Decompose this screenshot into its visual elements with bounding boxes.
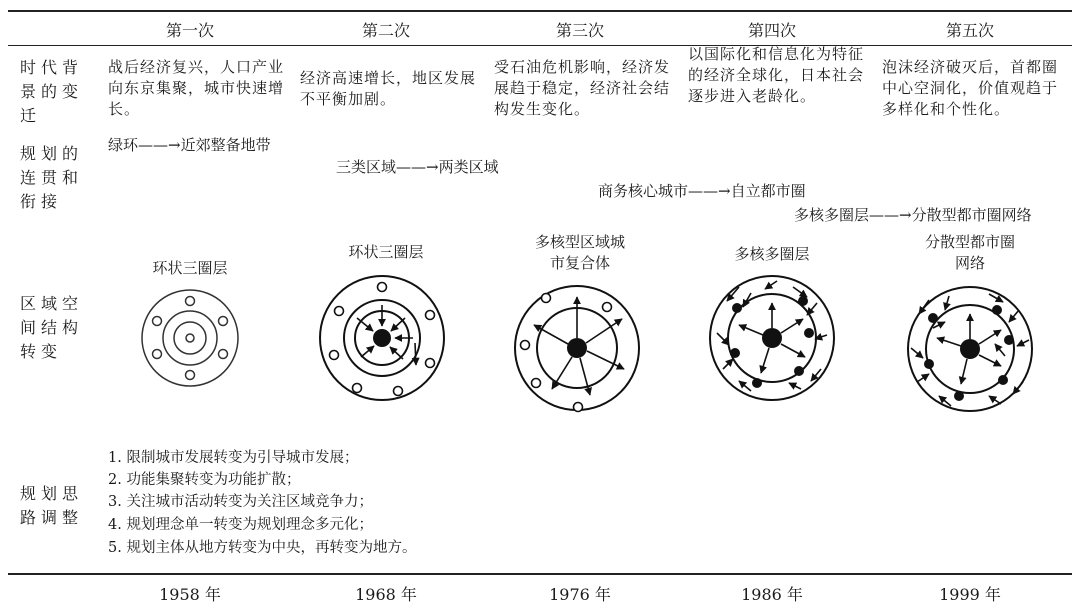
background-1: 战后经济复兴，人口产业向东京集聚，城市快速增长。	[108, 58, 285, 118]
continuity-2-from: 三类区域	[336, 158, 397, 176]
header-3: 第三次	[555, 21, 604, 40]
year-5: 1999 年	[939, 585, 1001, 604]
row-label-spatial: 区域空间结构转变	[20, 294, 84, 361]
continuity-1-to: 近郊整备地带	[180, 136, 271, 154]
background-4: 以国际化和信息化为特征的经济全球化，日本社会逐步进入老龄化。	[688, 45, 865, 105]
diagram-multi-nucleus-1976	[512, 283, 642, 413]
continuity-3-from: 商务核心城市	[598, 182, 689, 200]
diagram-dispersed-network-1999	[905, 284, 1035, 414]
header-1: 第一次	[165, 21, 214, 40]
continuity-2	[336, 156, 499, 177]
header-2: 第二次	[361, 21, 410, 40]
diagram-multi-ring-1986	[707, 273, 837, 403]
long-arrow-icon: ——→	[688, 182, 731, 200]
continuity-2-to: 两类区域	[438, 158, 499, 176]
year-1: 1958 年	[159, 585, 221, 604]
row-label-continuity: 规划的连贯和衔接	[20, 144, 84, 211]
continuity-1	[108, 134, 271, 155]
row-label-background: 时代背景的变迁	[20, 58, 84, 125]
background-2: 经济高速增长，地区发展不平衡加剧。	[300, 69, 477, 108]
long-arrow-icon: ——→	[869, 206, 912, 224]
long-arrow-icon: ——→	[138, 136, 181, 154]
spatial-title-1: 环状三圈层	[152, 259, 228, 277]
continuity-3-to: 自立都市圈	[730, 182, 806, 200]
year-2: 1968 年	[355, 585, 417, 604]
thinking-item-4: 4. 规划理念单一转变为规划理念多元化；	[108, 517, 373, 533]
continuity-4-to: 分散型都市圈网络	[911, 206, 1032, 224]
thinking-item-2: 2. 功能集聚转变为功能扩散；	[108, 472, 301, 488]
diagram-ring-structure-1958	[140, 288, 240, 388]
bottom-rule	[8, 573, 1072, 575]
long-arrow-icon: ——→	[396, 158, 439, 176]
row-label-thinking: 规划思路调整	[20, 484, 84, 527]
header-5: 第五次	[945, 21, 994, 40]
continuity-4-from: 多核多圈层	[794, 206, 870, 224]
header-rule	[8, 45, 1072, 46]
header-4: 第四次	[747, 21, 796, 40]
diagram-ring-structure-1968	[317, 273, 447, 403]
spatial-title-3: 多核型区域城市复合体	[534, 233, 625, 272]
background-5: 泡沫经济破灭后，首都圈中心空洞化，价值观趋于多样化和个性化。	[882, 58, 1059, 118]
thinking-item-1: 1. 限制城市发展转变为引导城市发展；	[108, 450, 359, 466]
thinking-item-5: 5. 规划主体从地方转变为中央，再转变为地方。	[108, 540, 417, 556]
year-4: 1986 年	[741, 585, 803, 604]
spatial-title-4: 多核多圈层	[734, 245, 810, 263]
top-rule	[8, 10, 1072, 12]
continuity-1-from: 绿环	[108, 136, 139, 154]
continuity-3	[598, 180, 806, 201]
background-3: 受石油危机影响，经济发展趋于稳定，经济社会结构发生变化。	[494, 58, 671, 118]
spatial-title-2: 环状三圈层	[348, 243, 424, 261]
year-3: 1976 年	[549, 585, 611, 604]
continuity-4	[794, 204, 1032, 225]
spatial-title-5: 分散型都市圈网络	[924, 233, 1015, 272]
thinking-item-3: 3. 关注城市活动转变为关注区域竞争力；	[108, 494, 373, 510]
